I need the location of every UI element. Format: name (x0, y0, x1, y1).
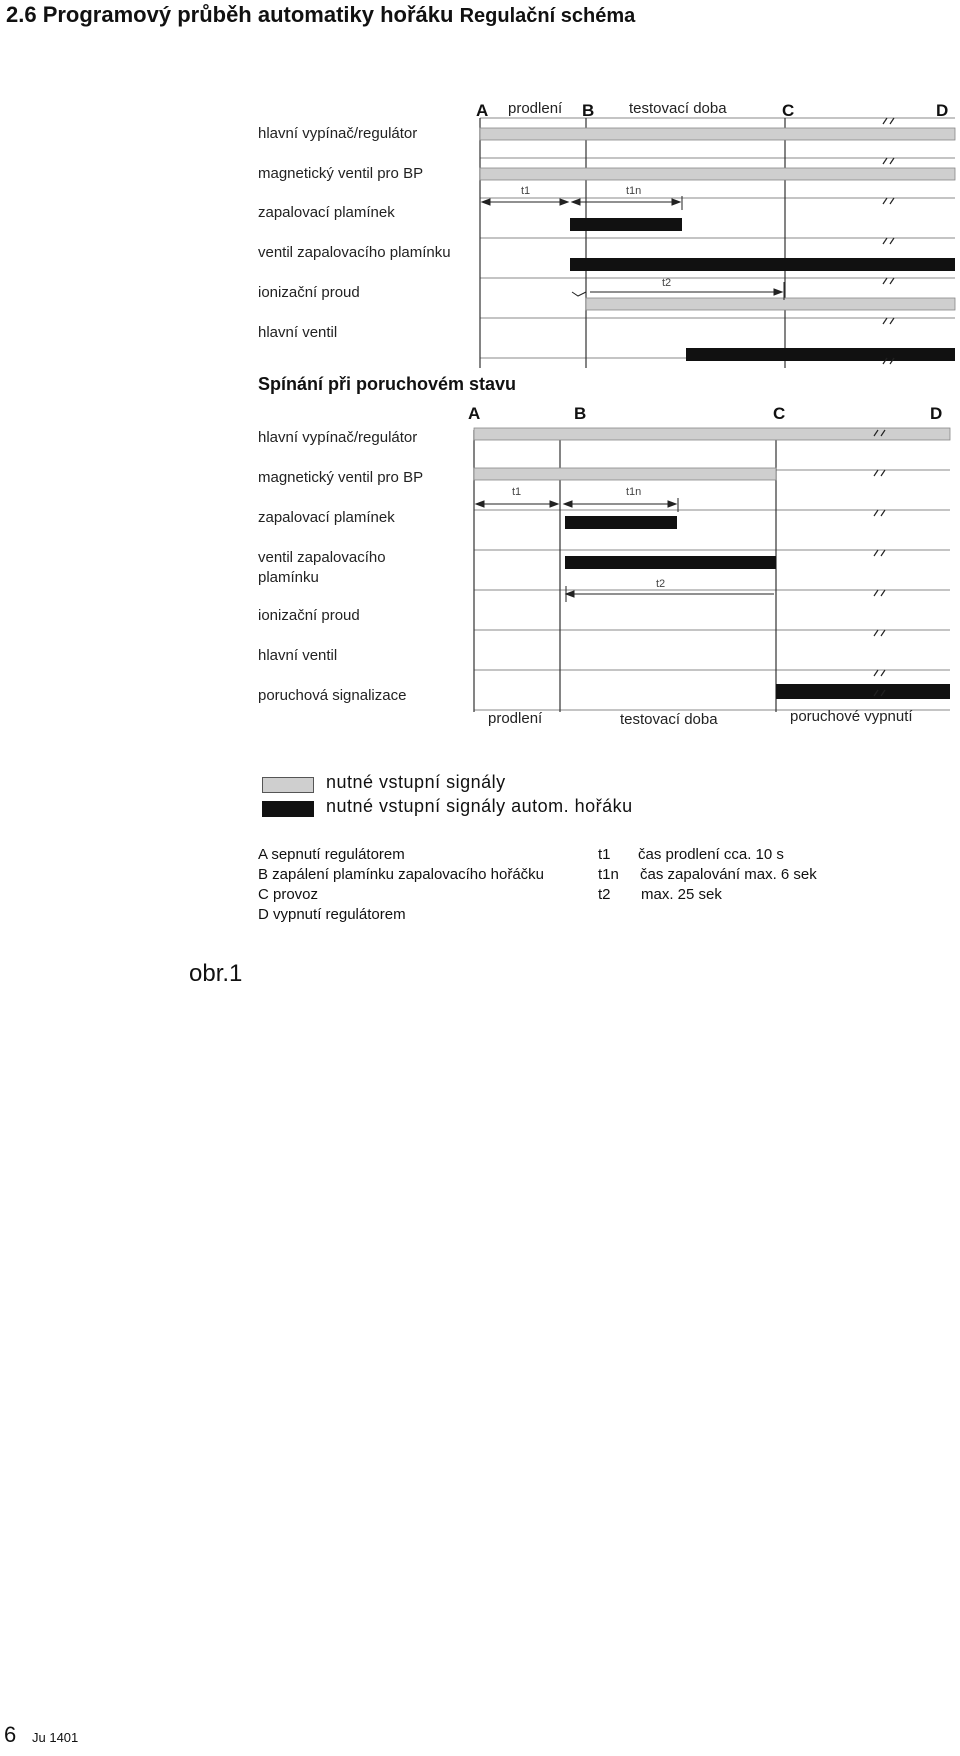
d1-row-label: ventil zapalovacího plamínku (258, 244, 451, 261)
d2-t2-label: t2 (656, 578, 666, 590)
d2-row-label: zapalovací plamínek (258, 509, 395, 526)
d2-bar-gray-main-switch (474, 428, 950, 440)
event-b: B zapálení plamínku zapalovacího hořáčku (258, 866, 545, 883)
d1-bar-black-pilot-flame (570, 218, 682, 231)
d1-bar-gray-bp-valve (480, 168, 955, 180)
d1-marker-a: A (476, 101, 489, 120)
d1-row-label: ionizační proud (258, 284, 360, 301)
d1-bar-black-pilot-valve (570, 258, 955, 271)
legend-gray-label: nutné vstupní signály (326, 772, 506, 792)
time-code-t1n: t1n (598, 866, 619, 883)
d2-marker-d: D (930, 404, 943, 423)
d1-phase-label-delay: prodlení (508, 100, 563, 117)
d1-bar-black-main-valve (686, 348, 955, 361)
event-a: A sepnutí regulátorem (258, 846, 405, 863)
d2-row-label: magnetický ventil pro BP (258, 469, 424, 486)
d2-marker-c: C (773, 404, 786, 423)
d2-bar-gray-bp-valve (474, 468, 776, 480)
d1-marker-c: C (782, 101, 795, 120)
d2-row-label: ionizační proud (258, 607, 360, 624)
d1-t1n-label: t1n (626, 185, 642, 197)
figure-label: obr.1 (189, 960, 243, 987)
legend-gray-swatch (262, 777, 314, 793)
d1-t2-label: t2 (662, 277, 672, 289)
legend-black-label: nutné vstupní signály autom. hořáku (326, 796, 633, 816)
d1-bar-gray-main-switch (480, 128, 955, 140)
d2-phase-label-delay: prodlení (488, 710, 543, 727)
time-text-t1: čas prodlení cca. 10 s (638, 846, 784, 863)
d1-bar-gray-ionization (586, 298, 955, 310)
time-text-t1n: čas zapalování max. 6 sek (640, 866, 817, 883)
d1-row-label: zapalovací plamínek (258, 204, 395, 221)
d2-row-label: hlavní vypínač/regulátor (258, 429, 418, 446)
d1-row-label: hlavní vypínač/regulátor (258, 125, 418, 142)
d1-marker-d: D (936, 101, 949, 120)
d2-bar-black-pilot-valve (565, 556, 776, 569)
d2-row-label: ventil zapalovacího (258, 549, 386, 566)
d1-row-label: magnetický ventil pro BP (258, 165, 424, 182)
d2-bar-black-pilot-flame (565, 516, 677, 529)
d2-phase-label-fault: poruchové vypnutí (790, 708, 913, 725)
d2-t1-label: t1 (512, 486, 522, 498)
document-code: Ju 1401 (32, 1730, 79, 1745)
d2-row-label: plamínku (258, 569, 319, 586)
event-c: C provoz (258, 886, 319, 903)
time-text-t2: max. 25 sek (641, 886, 722, 903)
d1-row-label: hlavní ventil (258, 324, 338, 341)
d1-phase-label-test: testovací doba (629, 100, 727, 117)
time-code-t1: t1 (598, 846, 611, 863)
d2-t1n-label: t1n (626, 486, 642, 498)
d2-marker-b: B (574, 404, 587, 423)
d2-marker-a: A (468, 404, 481, 423)
d2-row-label: poruchová signalizace (258, 687, 407, 704)
legend-black-swatch (262, 801, 314, 817)
d2-row-label: hlavní ventil (258, 647, 338, 664)
event-d: D vypnutí regulátorem (258, 906, 406, 923)
d1-t1-label: t1 (521, 185, 531, 197)
page-number: 6 (4, 1722, 17, 1747)
page-title: 2.6 Programový průběh automatiky hořáku Regulační schéma (6, 2, 636, 27)
d1-marker-b: B (582, 101, 595, 120)
time-code-t2: t2 (598, 886, 611, 903)
d2-phase-label-test: testovací doba (620, 711, 718, 728)
d2-bar-black-fault-signal (776, 684, 950, 699)
page-subtitle: Regulační schéma (459, 5, 636, 27)
d2-heading: Spínání při poruchovém stavu (258, 374, 517, 394)
